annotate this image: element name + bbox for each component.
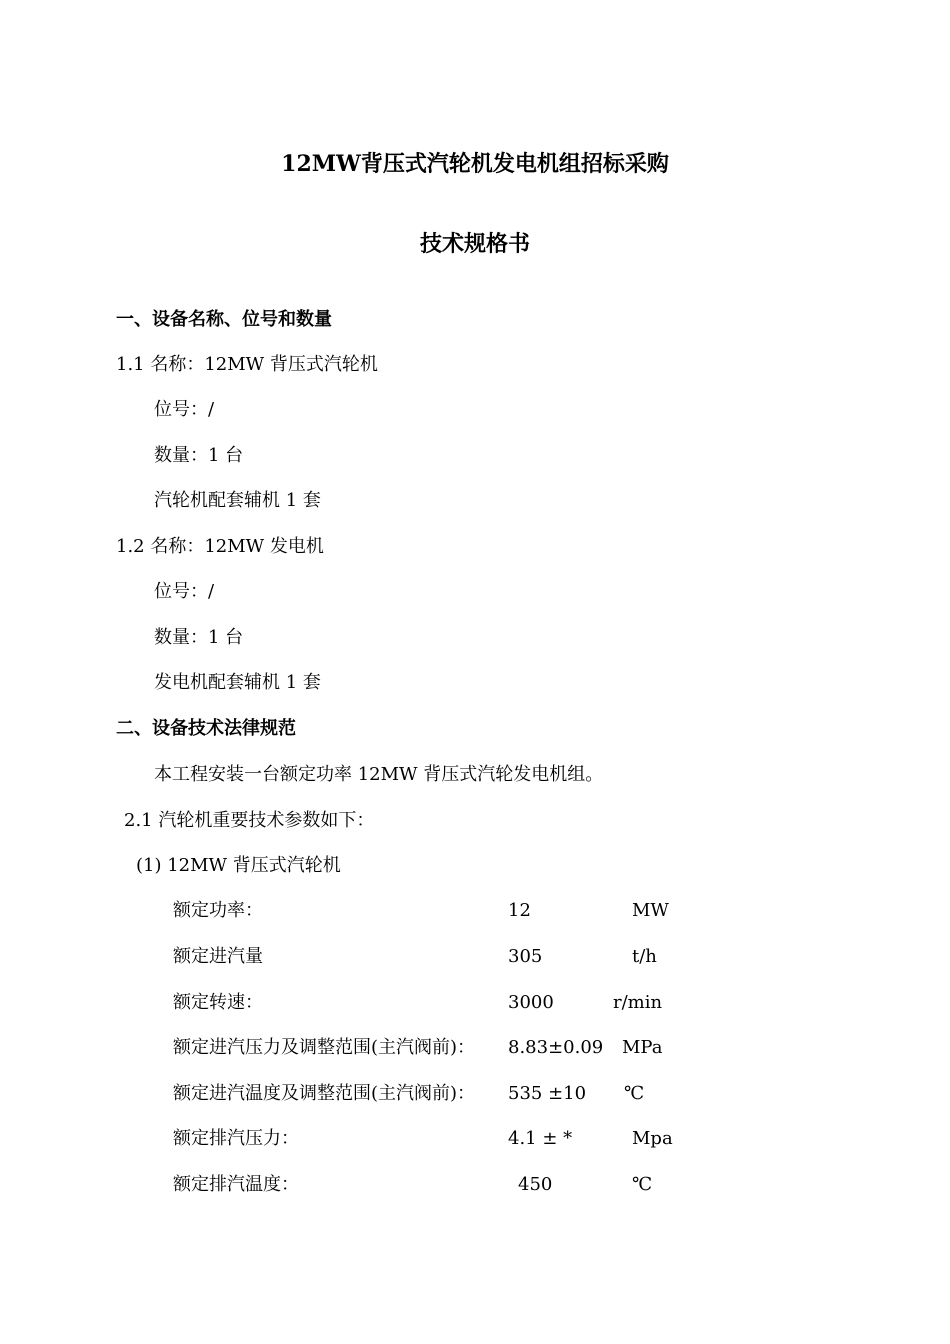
parameter-label: 额定排汽压力： xyxy=(173,1128,299,1149)
parameter-value: 535 ±10 xyxy=(508,1083,587,1104)
subsection-2-1: 2.1 汽轮机重要技术参数如下： xyxy=(124,810,375,831)
parameter-unit: r/min xyxy=(613,992,663,1013)
item-1-1-name: 1.1 名称：12MW 背压式汽轮机 xyxy=(116,354,378,375)
section-1-heading: 一、设备名称、位号和数量 xyxy=(116,309,332,330)
parameter-label: 额定进汽量 xyxy=(173,946,263,967)
item-1-1-position: 位号：/ xyxy=(154,399,215,420)
parameter-unit: MW xyxy=(632,900,669,921)
document-title: 12MW背压式汽轮机发电机组招标采购 xyxy=(281,151,669,177)
parameter-value: 12 xyxy=(508,900,531,921)
parameter-label: 额定功率： xyxy=(173,900,263,921)
parameter-unit: ℃ xyxy=(624,1083,645,1104)
parameter-value: 450 xyxy=(518,1174,553,1195)
item-1-2-position: 位号：/ xyxy=(154,581,215,602)
item-1-1-quantity: 数量：1 台 xyxy=(154,445,244,466)
parameter-unit: Mpa xyxy=(632,1128,673,1149)
item-1-1-auxiliary: 汽轮机配套辅机 1 套 xyxy=(154,490,321,511)
item-1-2-name: 1.2 名称：12MW 发电机 xyxy=(116,536,324,557)
document-subtitle: 技术规格书 xyxy=(419,231,530,257)
section-2-heading: 二、设备技术法律规范 xyxy=(116,718,296,739)
parameter-label: 额定进汽压力及调整范围(主汽阀前)： xyxy=(173,1037,476,1058)
parameter-value: 3000 xyxy=(508,992,554,1013)
parameter-value: 8.83±0.09 xyxy=(508,1037,604,1058)
parameter-value: 305 xyxy=(508,946,543,967)
parameter-label: 额定排汽温度： xyxy=(173,1174,299,1195)
section-2-intro: 本工程安装一台额定功率 12MW 背压式汽轮发电机组。 xyxy=(154,764,604,785)
parameter-unit: MPa xyxy=(622,1037,663,1058)
parameter-label: 额定转速： xyxy=(173,992,263,1013)
parameter-unit: ℃ xyxy=(632,1174,653,1195)
subsection-2-1-1: (1) 12MW 背压式汽轮机 xyxy=(136,855,341,876)
item-1-2-auxiliary: 发电机配套辅机 1 套 xyxy=(154,672,321,693)
parameter-label: 额定进汽温度及调整范围(主汽阀前)： xyxy=(173,1083,476,1104)
parameter-value: 4.1 ± * xyxy=(508,1128,573,1149)
parameter-unit: t/h xyxy=(632,946,657,967)
item-1-2-quantity: 数量：1 台 xyxy=(154,627,244,648)
